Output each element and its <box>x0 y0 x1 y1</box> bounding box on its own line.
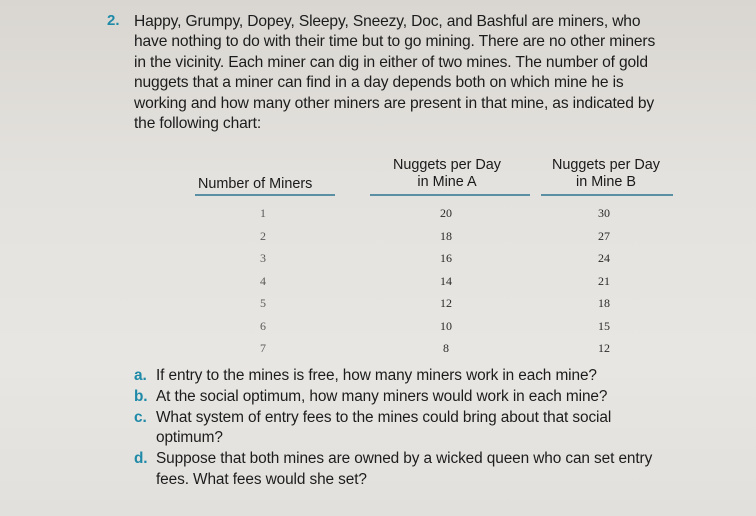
intro-line: the following chart: <box>134 115 262 133</box>
header-mine-b <box>533 157 679 191</box>
question-text: What system of entry fees to the mines could bring about that social <box>156 408 612 426</box>
cell-miners: 1 <box>260 206 266 220</box>
cell-miners: 5 <box>260 296 266 310</box>
question-letter: d. <box>134 450 148 468</box>
problem-number: 2. <box>107 12 120 29</box>
header-mine-a-line2: in Mine A <box>417 174 477 190</box>
question-c <box>134 408 744 450</box>
cell-mine-a: 16 <box>440 251 452 265</box>
question-b <box>134 387 744 408</box>
cell-mine-b: 15 <box>598 318 610 333</box>
question-d <box>134 449 744 491</box>
cell-mine-b: 12 <box>598 341 610 355</box>
cell-miners: 7 <box>260 341 266 355</box>
header-rule-mine-b <box>541 194 673 196</box>
cell-mine-b: 27 <box>598 228 610 243</box>
question-letter: a. <box>134 367 147 384</box>
cell-miners: 2 <box>260 228 266 243</box>
column-number-of-miners <box>253 202 273 360</box>
header-rule-miners <box>195 194 335 196</box>
problem-intro <box>134 12 734 134</box>
column-mine-a <box>433 202 459 360</box>
intro-line: have nothing to do with their time but to go mining. There are no other miners <box>134 33 656 51</box>
cell-mine-b: 18 <box>598 296 610 310</box>
header-mine-a <box>377 157 517 191</box>
cell-mine-b: 21 <box>598 273 610 288</box>
cell-mine-b: 24 <box>598 251 610 265</box>
question-text: Suppose that both mines are owned by a wicked queen who can set entry <box>156 450 653 468</box>
question-a <box>134 366 744 387</box>
cell-miners: 3 <box>260 251 266 265</box>
question-text: If entry to the mines is free, how many miners work in each mine? <box>156 367 597 384</box>
question-text: optimum? <box>156 429 223 447</box>
question-text: fees. What fees would she set? <box>156 470 367 488</box>
intro-line: Happy, Grumpy, Dopey, Sleepy, Sneezy, Doc, and Bashful are miners, who <box>134 13 641 30</box>
header-rule-mine-a <box>370 194 530 196</box>
cell-miners: 6 <box>260 318 266 333</box>
cell-mine-a: 18 <box>440 228 452 243</box>
cell-mine-a: 10 <box>440 318 452 333</box>
header-mine-b-line2: in Mine B <box>576 174 636 190</box>
intro-line: in the vicinity. Each miner can dig in either of two mines. The number of gold <box>134 53 648 71</box>
cell-mine-a: 8 <box>443 341 449 355</box>
cell-mine-b: 30 <box>598 206 610 220</box>
header-mine-a-line1: Nuggets per Day <box>393 157 501 173</box>
cell-mine-a: 20 <box>440 206 452 220</box>
question-list <box>134 366 744 491</box>
intro-line: nuggets that a miner can find in a day depends both on which mine he is <box>134 74 624 92</box>
header-mine-b-line1: Nuggets per Day <box>552 157 660 173</box>
intro-line: working and how many other miners are present in that mine, as indicated by <box>134 94 655 112</box>
cell-mine-a: 14 <box>440 273 452 288</box>
cell-mine-a: 12 <box>440 296 452 310</box>
question-letter: c. <box>134 408 147 426</box>
column-mine-b <box>591 202 617 360</box>
header-number-of-miners: Number of Miners <box>198 176 313 192</box>
cell-miners: 4 <box>260 273 266 288</box>
question-letter: b. <box>134 387 148 405</box>
question-text: At the social optimum, how many miners would work in each mine? <box>156 387 608 405</box>
